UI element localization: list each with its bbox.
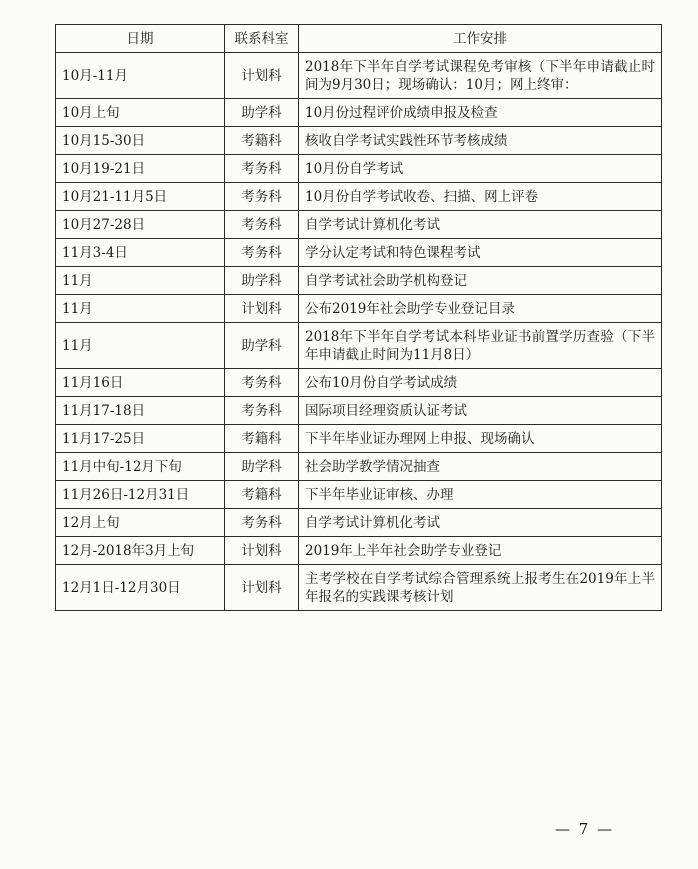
cell-task: 公布10月份自学考试成绩 xyxy=(299,369,662,397)
table-header-row xyxy=(56,25,662,53)
cell-dept: 考籍科 xyxy=(225,481,299,509)
cell-dept: 助学科 xyxy=(225,323,299,369)
header-task: 工作安排 xyxy=(299,25,662,53)
table-row xyxy=(56,53,662,99)
cell-date: 11月17-25日 xyxy=(56,425,225,453)
cell-task: 社会助学教学情况抽查 xyxy=(299,453,662,481)
cell-dept: 考籍科 xyxy=(225,425,299,453)
header-dept: 联系科室 xyxy=(225,25,299,53)
table-row xyxy=(56,211,662,239)
cell-date: 11月中旬-12月下旬 xyxy=(56,453,225,481)
cell-task: 自学考试计算机化考试 xyxy=(299,509,662,537)
cell-date: 11月16日 xyxy=(56,369,225,397)
cell-date: 10月-11月 xyxy=(56,53,225,99)
cell-date: 10月19-21日 xyxy=(56,155,225,183)
cell-task: 国际项目经理资质认证考试 xyxy=(299,397,662,425)
cell-dept: 考务科 xyxy=(225,369,299,397)
table-row xyxy=(56,155,662,183)
table-row xyxy=(56,453,662,481)
cell-task: 核收自学考试实践性环节考核成绩 xyxy=(299,127,662,155)
cell-date: 11月3-4日 xyxy=(56,239,225,267)
cell-task: 下半年毕业证办理网上申报、现场确认 xyxy=(299,425,662,453)
table-row xyxy=(56,509,662,537)
cell-task: 2018年下半年自学考试课程免考审核（下半年申请截止时间为9月30日；现场确认：10月；网上终审： xyxy=(299,53,662,99)
table-row xyxy=(56,239,662,267)
cell-dept: 考务科 xyxy=(225,239,299,267)
table-row xyxy=(56,369,662,397)
cell-date: 10月27-28日 xyxy=(56,211,225,239)
cell-date: 10月15-30日 xyxy=(56,127,225,155)
cell-task: 公布2019年社会助学专业登记目录 xyxy=(299,295,662,323)
table-row xyxy=(56,481,662,509)
cell-task: 10月份自学考试收卷、扫描、网上评卷 xyxy=(299,183,662,211)
table-row xyxy=(56,127,662,155)
cell-date: 11月 xyxy=(56,323,225,369)
table-row xyxy=(56,565,662,611)
cell-date: 12月-2018年3月上旬 xyxy=(56,537,225,565)
table-row xyxy=(56,537,662,565)
cell-dept: 考籍科 xyxy=(225,127,299,155)
cell-dept: 考务科 xyxy=(225,155,299,183)
cell-task: 自学考试社会助学机构登记 xyxy=(299,267,662,295)
cell-task: 10月份过程评价成绩申报及检查 xyxy=(299,99,662,127)
cell-date: 11月26日-12月31日 xyxy=(56,481,225,509)
cell-date: 12月上旬 xyxy=(56,509,225,537)
cell-dept: 考务科 xyxy=(225,397,299,425)
cell-dept: 计划科 xyxy=(225,537,299,565)
cell-task: 10月份自学考试 xyxy=(299,155,662,183)
work-schedule-table xyxy=(55,24,662,611)
cell-date: 10月上旬 xyxy=(56,99,225,127)
table-row xyxy=(56,267,662,295)
cell-task: 2018年下半年自学考试本科毕业证书前置学历查验（下半年申请截止时间为11月8日） xyxy=(299,323,662,369)
cell-dept: 助学科 xyxy=(225,267,299,295)
cell-date: 11月 xyxy=(56,267,225,295)
cell-dept: 考务科 xyxy=(225,183,299,211)
header-date: 日期 xyxy=(56,25,225,53)
table-row xyxy=(56,425,662,453)
cell-task: 学分认定考试和特色课程考试 xyxy=(299,239,662,267)
cell-date: 10月21-11月5日 xyxy=(56,183,225,211)
cell-task: 自学考试计算机化考试 xyxy=(299,211,662,239)
cell-date: 12月1日-12月30日 xyxy=(56,565,225,611)
cell-task: 下半年毕业证审核、办理 xyxy=(299,481,662,509)
cell-dept: 计划科 xyxy=(225,53,299,99)
cell-dept: 计划科 xyxy=(225,295,299,323)
cell-dept: 助学科 xyxy=(225,453,299,481)
table-row xyxy=(56,323,662,369)
cell-dept: 考务科 xyxy=(225,211,299,239)
page-number: — 7 — xyxy=(555,820,615,838)
cell-task: 2019年上半年社会助学专业登记 xyxy=(299,537,662,565)
cell-task: 主考学校在自学考试综合管理系统上报考生在2019年上半年报名的实践课考核计划 xyxy=(299,565,662,611)
cell-dept: 计划科 xyxy=(225,565,299,611)
cell-dept: 考务科 xyxy=(225,509,299,537)
table-row xyxy=(56,99,662,127)
table-row xyxy=(56,295,662,323)
cell-dept: 助学科 xyxy=(225,99,299,127)
cell-date: 11月17-18日 xyxy=(56,397,225,425)
cell-date: 11月 xyxy=(56,295,225,323)
table-row xyxy=(56,397,662,425)
table-row xyxy=(56,183,662,211)
